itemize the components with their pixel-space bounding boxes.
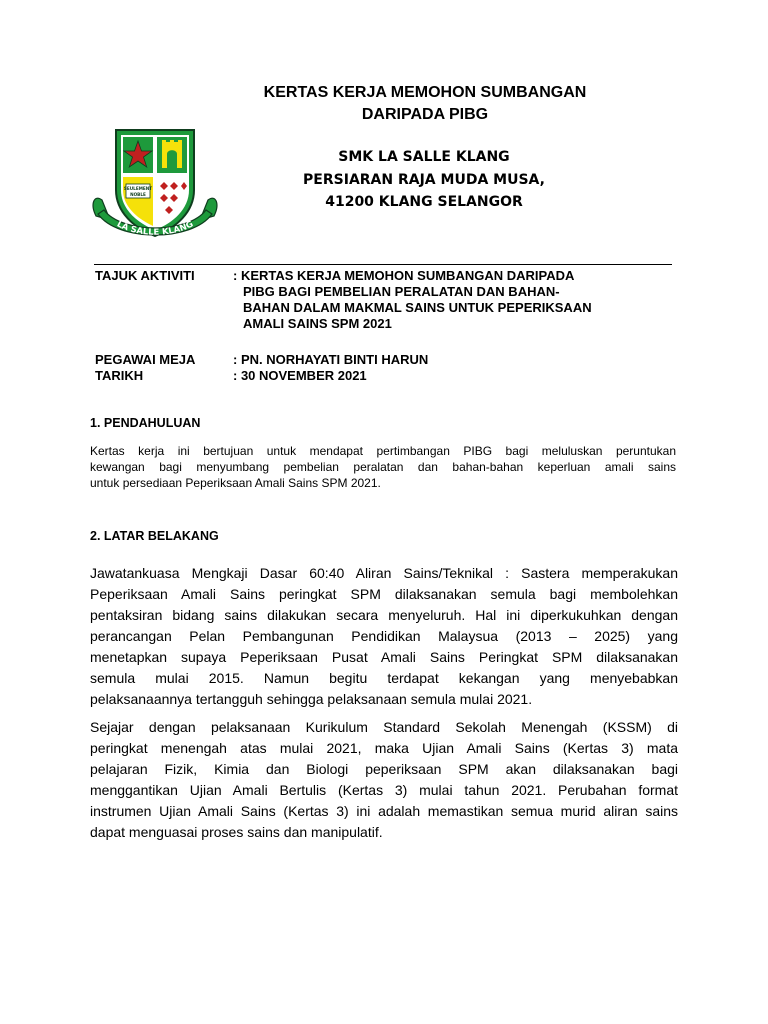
tarikh-value: : 30 NOVEMBER 2021 [233, 368, 367, 383]
motto-line-1: SEULEMENT [123, 186, 153, 191]
school-address [274, 146, 574, 214]
tajuk-value: : KERTAS KERJA MEMOHON SUMBANGAN DARIPADA PIBG BAGI PEMBELIAN PERALATAN DAN BAHAN- BAHAN DALAM MAKMAL SAINS UNTUK PEPERIKSAAN AMALI SAINS SPM 2021 [233, 268, 592, 331]
section-1-heading: 1. PENDAHULUAN [90, 416, 201, 430]
info-row-tarikh [95, 368, 685, 384]
title-line-1: KERTAS KERJA MEMOHON SUMBANGAN [263, 84, 587, 101]
info-row-pegawai [95, 352, 685, 368]
tajuk-label: TAJUK AKTIVITI [95, 268, 195, 283]
school-street: PERSIARAN RAJA MUDA MUSA, [303, 171, 545, 188]
section-2-heading: 2. LATAR BELAKANG [90, 529, 219, 543]
school-crest-logo [88, 124, 222, 252]
header-divider [94, 264, 672, 265]
pegawai-value: : PN. NORHAYATI BINTI HARUN [233, 352, 429, 367]
info-row-tajuk [95, 268, 685, 332]
pegawai-label: PEGAWAI MEJA [95, 352, 196, 367]
school-city: 41200 KLANG SELANGOR [325, 194, 523, 210]
document-title [190, 82, 660, 126]
tarikh-label: TARIKH [95, 368, 144, 383]
section-2-paragraph-2: Sejajar dengan pelaksanaan Kurikulum Standard Sekolah Menengah (KSSM) di peringkat menengah atas mulai 2021, maka Ujian Amali Sains (Kertas 3) mata pelajaran Fizik, Kimia dan Biologi peperiksaan SPM akan dilaksanakan bagi menggantikan Ujian Amali Bertulis (Kertas 3) mulai tahun 2021. Perubahan format instrumen Ujian Amali Sains (Kertas 3) ini adalah memastikan semua murid aliran sains dapat menguasai proses sains dan manipulatif. [90, 719, 678, 840]
motto-line-2: NOBLE [130, 192, 146, 197]
section-1-paragraph: Kertas kerja ini bertujuan untuk mendapat pertimbangan PIBG bagi meluluskan peruntukan kewangan bagi menyumbang pembelian peralatan dan bahan-bahan keperluan amali sains untuk persediaan Peperiksaan Amali Sains SPM 2021. [90, 444, 676, 490]
tower-arch [167, 150, 177, 168]
section-2-paragraph-1: Jawatankuasa Mengkaji Dasar 60:40 Aliran Sains/Teknikal : Sastera memperakukan Peperiksaan Amali Sains peringkat SPM dilaksanakan semula bagi membolehkan pentaksiran bidang sains dilakukan secara menyeluruh. Hal ini diperkukuhkan dengan perancangan Pelan Pembangunan Pendidikan Malaysua (2013 – 2025) yang menetapkan supaya Peperiksaan Pusat Amali Sains Peringkat SPM dilaksanakan semula mulai 2015. Namun begitu terdapat kekangan yang menyebabkan pelaksanaannya tertangguh sehingga pelaksanaan semula mulai 2021. [90, 565, 678, 707]
school-name: SMK LA SALLE KLANG [338, 149, 510, 165]
title-line-2: DARIPADA PIBG [361, 106, 489, 123]
ribbon-text: LA SALLE KLANG [114, 219, 196, 238]
info-table [95, 268, 685, 384]
